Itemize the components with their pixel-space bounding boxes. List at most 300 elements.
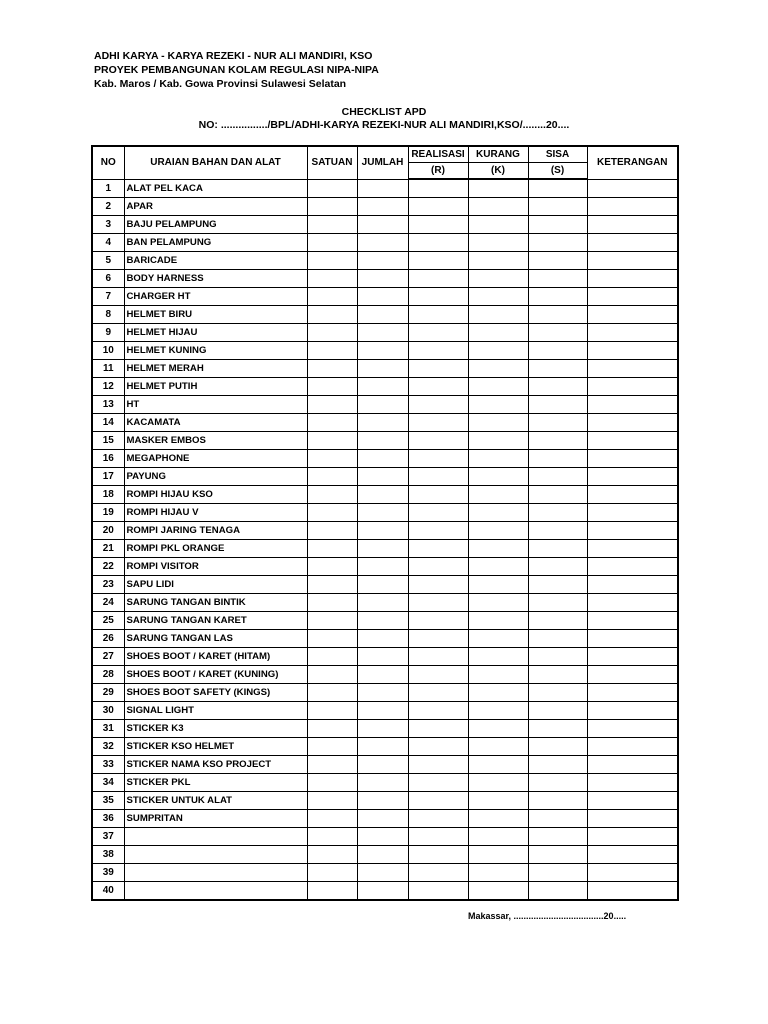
jumlah-cell bbox=[357, 720, 408, 738]
sisa-cell bbox=[528, 576, 587, 594]
jumlah-cell bbox=[357, 378, 408, 396]
row-number: 26 bbox=[92, 630, 124, 648]
item-name: STICKER KSO HELMET bbox=[124, 738, 307, 756]
item-name: SHOES BOOT / KARET (HITAM) bbox=[124, 648, 307, 666]
row-number: 10 bbox=[92, 342, 124, 360]
table-row bbox=[92, 468, 678, 486]
satuan-cell bbox=[307, 846, 357, 864]
sisa-cell bbox=[528, 612, 587, 630]
sisa-cell bbox=[528, 324, 587, 342]
realisasi-cell bbox=[408, 540, 468, 558]
row-number: 23 bbox=[92, 576, 124, 594]
kurang-cell bbox=[468, 882, 528, 901]
keterangan-cell bbox=[587, 774, 678, 792]
kurang-cell bbox=[468, 450, 528, 468]
satuan-cell bbox=[307, 504, 357, 522]
satuan-cell bbox=[307, 594, 357, 612]
jumlah-cell bbox=[357, 504, 408, 522]
col-header-item: URAIAN BAHAN DAN ALAT bbox=[124, 146, 307, 179]
realisasi-cell bbox=[408, 792, 468, 810]
table-row bbox=[92, 666, 678, 684]
table-row bbox=[92, 450, 678, 468]
item-name: ROMPI HIJAU V bbox=[124, 504, 307, 522]
row-number: 31 bbox=[92, 720, 124, 738]
keterangan-cell bbox=[587, 432, 678, 450]
kurang-cell bbox=[468, 630, 528, 648]
item-name: HELMET KUNING bbox=[124, 342, 307, 360]
row-number: 30 bbox=[92, 702, 124, 720]
satuan-cell bbox=[307, 684, 357, 702]
realisasi-cell bbox=[408, 342, 468, 360]
jumlah-cell bbox=[357, 450, 408, 468]
satuan-cell bbox=[307, 612, 357, 630]
satuan-cell bbox=[307, 774, 357, 792]
jumlah-cell bbox=[357, 216, 408, 234]
table-row bbox=[92, 594, 678, 612]
row-number: 40 bbox=[92, 882, 124, 901]
row-number: 38 bbox=[92, 846, 124, 864]
satuan-cell bbox=[307, 270, 357, 288]
keterangan-cell bbox=[587, 666, 678, 684]
keterangan-cell bbox=[587, 684, 678, 702]
keterangan-cell bbox=[587, 234, 678, 252]
realisasi-cell bbox=[408, 864, 468, 882]
row-number: 29 bbox=[92, 684, 124, 702]
satuan-cell bbox=[307, 540, 357, 558]
table-row bbox=[92, 414, 678, 432]
jumlah-cell bbox=[357, 576, 408, 594]
jumlah-cell bbox=[357, 792, 408, 810]
table-row bbox=[92, 792, 678, 810]
satuan-cell bbox=[307, 738, 357, 756]
col-header-no: NO bbox=[92, 146, 124, 179]
table-row bbox=[92, 198, 678, 216]
kurang-cell bbox=[468, 270, 528, 288]
table-row bbox=[92, 828, 678, 846]
satuan-cell bbox=[307, 468, 357, 486]
satuan-cell bbox=[307, 828, 357, 846]
keterangan-cell bbox=[587, 864, 678, 882]
jumlah-cell bbox=[357, 612, 408, 630]
row-number: 14 bbox=[92, 414, 124, 432]
keterangan-cell bbox=[587, 360, 678, 378]
sisa-cell bbox=[528, 288, 587, 306]
sisa-cell bbox=[528, 720, 587, 738]
table-row bbox=[92, 540, 678, 558]
row-number: 17 bbox=[92, 468, 124, 486]
item-name: SARUNG TANGAN BINTIK bbox=[124, 594, 307, 612]
table-row bbox=[92, 216, 678, 234]
document-header bbox=[94, 49, 379, 91]
kurang-cell bbox=[468, 179, 528, 198]
satuan-cell bbox=[307, 558, 357, 576]
satuan-cell bbox=[307, 702, 357, 720]
sisa-cell bbox=[528, 342, 587, 360]
row-number: 6 bbox=[92, 270, 124, 288]
item-name bbox=[124, 846, 307, 864]
table-row bbox=[92, 648, 678, 666]
jumlah-cell bbox=[357, 864, 408, 882]
row-number: 8 bbox=[92, 306, 124, 324]
jumlah-cell bbox=[357, 540, 408, 558]
realisasi-cell bbox=[408, 179, 468, 198]
satuan-cell bbox=[307, 630, 357, 648]
jumlah-cell bbox=[357, 360, 408, 378]
kurang-cell bbox=[468, 432, 528, 450]
keterangan-cell bbox=[587, 342, 678, 360]
jumlah-cell bbox=[357, 468, 408, 486]
sisa-cell bbox=[528, 792, 587, 810]
realisasi-cell bbox=[408, 468, 468, 486]
project-name: PROYEK PEMBANGUNAN KOLAM REGULASI NIPA-NIPA bbox=[94, 64, 379, 76]
jumlah-cell bbox=[357, 414, 408, 432]
item-name bbox=[124, 828, 307, 846]
satuan-cell bbox=[307, 882, 357, 901]
table-row bbox=[92, 738, 678, 756]
col-header-jumlah: JUMLAH bbox=[357, 146, 408, 179]
jumlah-cell bbox=[357, 648, 408, 666]
satuan-cell bbox=[307, 198, 357, 216]
jumlah-cell bbox=[357, 810, 408, 828]
item-name: STICKER UNTUK ALAT bbox=[124, 792, 307, 810]
col-header-sisa-code: (S) bbox=[528, 163, 587, 180]
realisasi-cell bbox=[408, 648, 468, 666]
realisasi-cell bbox=[408, 684, 468, 702]
project-location: Kab. Maros / Kab. Gowa Provinsi Sulawesi Selatan bbox=[94, 78, 347, 90]
sisa-cell bbox=[528, 684, 587, 702]
realisasi-cell bbox=[408, 252, 468, 270]
satuan-cell bbox=[307, 216, 357, 234]
jumlah-cell bbox=[357, 594, 408, 612]
jumlah-cell bbox=[357, 486, 408, 504]
jumlah-cell bbox=[357, 702, 408, 720]
row-number: 21 bbox=[92, 540, 124, 558]
keterangan-cell bbox=[587, 216, 678, 234]
kurang-cell bbox=[468, 216, 528, 234]
col-header-realisasi-code: (R) bbox=[408, 163, 468, 180]
sisa-cell bbox=[528, 179, 587, 198]
row-number: 39 bbox=[92, 864, 124, 882]
realisasi-cell bbox=[408, 414, 468, 432]
keterangan-cell bbox=[587, 252, 678, 270]
table-row bbox=[92, 234, 678, 252]
satuan-cell bbox=[307, 306, 357, 324]
place-date-line: Makassar, ....................................20..... bbox=[468, 911, 627, 921]
table-row bbox=[92, 306, 678, 324]
row-number: 34 bbox=[92, 774, 124, 792]
jumlah-cell bbox=[357, 882, 408, 901]
keterangan-cell bbox=[587, 594, 678, 612]
row-number: 13 bbox=[92, 396, 124, 414]
satuan-cell bbox=[307, 288, 357, 306]
keterangan-cell bbox=[587, 414, 678, 432]
jumlah-cell bbox=[357, 846, 408, 864]
jumlah-cell bbox=[357, 252, 408, 270]
item-name: HELMET MERAH bbox=[124, 360, 307, 378]
keterangan-cell bbox=[587, 828, 678, 846]
table-row bbox=[92, 882, 678, 901]
kurang-cell bbox=[468, 864, 528, 882]
kurang-cell bbox=[468, 684, 528, 702]
realisasi-cell bbox=[408, 828, 468, 846]
row-number: 15 bbox=[92, 432, 124, 450]
row-number: 2 bbox=[92, 198, 124, 216]
item-name: HELMET HIJAU bbox=[124, 324, 307, 342]
table-row bbox=[92, 522, 678, 540]
sisa-cell bbox=[528, 396, 587, 414]
satuan-cell bbox=[307, 486, 357, 504]
kurang-cell bbox=[468, 576, 528, 594]
kurang-cell bbox=[468, 792, 528, 810]
sisa-cell bbox=[528, 774, 587, 792]
satuan-cell bbox=[307, 756, 357, 774]
row-number: 3 bbox=[92, 216, 124, 234]
keterangan-cell bbox=[587, 486, 678, 504]
satuan-cell bbox=[307, 342, 357, 360]
item-name: BARICADE bbox=[124, 252, 307, 270]
item-name bbox=[124, 864, 307, 882]
realisasi-cell bbox=[408, 450, 468, 468]
item-name: ROMPI JARING TENAGA bbox=[124, 522, 307, 540]
realisasi-cell bbox=[408, 198, 468, 216]
sisa-cell bbox=[528, 216, 587, 234]
keterangan-cell bbox=[587, 378, 678, 396]
satuan-cell bbox=[307, 666, 357, 684]
sisa-cell bbox=[528, 432, 587, 450]
row-number: 18 bbox=[92, 486, 124, 504]
sisa-cell bbox=[528, 486, 587, 504]
keterangan-cell bbox=[587, 846, 678, 864]
sisa-cell bbox=[528, 630, 587, 648]
item-name: MASKER EMBOS bbox=[124, 432, 307, 450]
item-name bbox=[124, 882, 307, 901]
keterangan-cell bbox=[587, 504, 678, 522]
row-number: 24 bbox=[92, 594, 124, 612]
row-number: 25 bbox=[92, 612, 124, 630]
realisasi-cell bbox=[408, 630, 468, 648]
sisa-cell bbox=[528, 594, 587, 612]
item-name: SARUNG TANGAN KARET bbox=[124, 612, 307, 630]
keterangan-cell bbox=[587, 882, 678, 901]
keterangan-cell bbox=[587, 306, 678, 324]
kurang-cell bbox=[468, 414, 528, 432]
keterangan-cell bbox=[587, 630, 678, 648]
sisa-cell bbox=[528, 864, 587, 882]
keterangan-cell bbox=[587, 468, 678, 486]
item-name: MEGAPHONE bbox=[124, 450, 307, 468]
kurang-cell bbox=[468, 738, 528, 756]
kurang-cell bbox=[468, 774, 528, 792]
item-name: KACAMATA bbox=[124, 414, 307, 432]
sisa-cell bbox=[528, 378, 587, 396]
kurang-cell bbox=[468, 540, 528, 558]
satuan-cell bbox=[307, 576, 357, 594]
jumlah-cell bbox=[357, 179, 408, 198]
item-name: CHARGER HT bbox=[124, 288, 307, 306]
sisa-cell bbox=[528, 702, 587, 720]
col-header-realisasi: REALISASI bbox=[408, 146, 468, 163]
realisasi-cell bbox=[408, 234, 468, 252]
item-name: APAR bbox=[124, 198, 307, 216]
kurang-cell bbox=[468, 468, 528, 486]
kurang-cell bbox=[468, 288, 528, 306]
realisasi-cell bbox=[408, 774, 468, 792]
realisasi-cell bbox=[408, 810, 468, 828]
keterangan-cell bbox=[587, 396, 678, 414]
sisa-cell bbox=[528, 234, 587, 252]
table-row bbox=[92, 486, 678, 504]
satuan-cell bbox=[307, 378, 357, 396]
jumlah-cell bbox=[357, 666, 408, 684]
realisasi-cell bbox=[408, 288, 468, 306]
row-number: 16 bbox=[92, 450, 124, 468]
item-name: BAN PELAMPUNG bbox=[124, 234, 307, 252]
satuan-cell bbox=[307, 522, 357, 540]
kurang-cell bbox=[468, 648, 528, 666]
satuan-cell bbox=[307, 396, 357, 414]
keterangan-cell bbox=[587, 612, 678, 630]
table-row bbox=[92, 342, 678, 360]
realisasi-cell bbox=[408, 738, 468, 756]
realisasi-cell bbox=[408, 216, 468, 234]
row-number: 19 bbox=[92, 504, 124, 522]
table-row bbox=[92, 774, 678, 792]
realisasi-cell bbox=[408, 612, 468, 630]
company-name: ADHI KARYA - KARYA REZEKI - NUR ALI MANDIRI, KSO bbox=[94, 50, 373, 62]
sisa-cell bbox=[528, 540, 587, 558]
realisasi-cell bbox=[408, 270, 468, 288]
satuan-cell bbox=[307, 234, 357, 252]
sisa-cell bbox=[528, 558, 587, 576]
checklist-title: CHECKLIST APD bbox=[341, 106, 427, 118]
realisasi-cell bbox=[408, 396, 468, 414]
jumlah-cell bbox=[357, 270, 408, 288]
row-number: 33 bbox=[92, 756, 124, 774]
sisa-cell bbox=[528, 648, 587, 666]
table-row bbox=[92, 558, 678, 576]
keterangan-cell bbox=[587, 702, 678, 720]
table-row bbox=[92, 324, 678, 342]
table-row bbox=[92, 810, 678, 828]
keterangan-cell bbox=[587, 540, 678, 558]
kurang-cell bbox=[468, 504, 528, 522]
realisasi-cell bbox=[408, 702, 468, 720]
table-row bbox=[92, 756, 678, 774]
jumlah-cell bbox=[357, 234, 408, 252]
table-row bbox=[92, 702, 678, 720]
satuan-cell bbox=[307, 792, 357, 810]
kurang-cell bbox=[468, 756, 528, 774]
jumlah-cell bbox=[357, 324, 408, 342]
realisasi-cell bbox=[408, 360, 468, 378]
sisa-cell bbox=[528, 306, 587, 324]
sisa-cell bbox=[528, 738, 587, 756]
document-title bbox=[0, 106, 768, 132]
keterangan-cell bbox=[587, 720, 678, 738]
kurang-cell bbox=[468, 720, 528, 738]
keterangan-cell bbox=[587, 522, 678, 540]
realisasi-cell bbox=[408, 522, 468, 540]
item-name: BAJU PELAMPUNG bbox=[124, 216, 307, 234]
kurang-cell bbox=[468, 666, 528, 684]
col-header-kurang-code: (K) bbox=[468, 163, 528, 180]
kurang-cell bbox=[468, 558, 528, 576]
col-header-satuan: SATUAN bbox=[307, 146, 357, 179]
kurang-cell bbox=[468, 234, 528, 252]
item-name: ROMPI HIJAU KSO bbox=[124, 486, 307, 504]
item-name: STICKER PKL bbox=[124, 774, 307, 792]
jumlah-cell bbox=[357, 522, 408, 540]
checklist-table bbox=[91, 145, 679, 901]
realisasi-cell bbox=[408, 558, 468, 576]
jumlah-cell bbox=[357, 432, 408, 450]
table-row bbox=[92, 270, 678, 288]
kurang-cell bbox=[468, 324, 528, 342]
row-number: 9 bbox=[92, 324, 124, 342]
kurang-cell bbox=[468, 396, 528, 414]
keterangan-cell bbox=[587, 450, 678, 468]
sisa-cell bbox=[528, 828, 587, 846]
table-row bbox=[92, 252, 678, 270]
realisasi-cell bbox=[408, 324, 468, 342]
table-row bbox=[92, 720, 678, 738]
item-name: HELMET PUTIH bbox=[124, 378, 307, 396]
row-number: 27 bbox=[92, 648, 124, 666]
sisa-cell bbox=[528, 360, 587, 378]
kurang-cell bbox=[468, 378, 528, 396]
realisasi-cell bbox=[408, 486, 468, 504]
table-row bbox=[92, 576, 678, 594]
jumlah-cell bbox=[357, 306, 408, 324]
keterangan-cell bbox=[587, 288, 678, 306]
satuan-cell bbox=[307, 720, 357, 738]
satuan-cell bbox=[307, 324, 357, 342]
table-row bbox=[92, 179, 678, 198]
row-number: 32 bbox=[92, 738, 124, 756]
realisasi-cell bbox=[408, 756, 468, 774]
sisa-cell bbox=[528, 270, 587, 288]
realisasi-cell bbox=[408, 306, 468, 324]
realisasi-cell bbox=[408, 504, 468, 522]
jumlah-cell bbox=[357, 396, 408, 414]
sisa-cell bbox=[528, 810, 587, 828]
satuan-cell bbox=[307, 432, 357, 450]
kurang-cell bbox=[468, 612, 528, 630]
kurang-cell bbox=[468, 702, 528, 720]
item-name: SUMPRITAN bbox=[124, 810, 307, 828]
satuan-cell bbox=[307, 450, 357, 468]
keterangan-cell bbox=[587, 558, 678, 576]
keterangan-cell bbox=[587, 179, 678, 198]
keterangan-cell bbox=[587, 270, 678, 288]
item-name: STICKER K3 bbox=[124, 720, 307, 738]
keterangan-cell bbox=[587, 324, 678, 342]
col-header-sisa: SISA bbox=[528, 146, 587, 163]
jumlah-cell bbox=[357, 558, 408, 576]
kurang-cell bbox=[468, 252, 528, 270]
jumlah-cell bbox=[357, 756, 408, 774]
table-row bbox=[92, 396, 678, 414]
row-number: 7 bbox=[92, 288, 124, 306]
item-name: SARUNG TANGAN LAS bbox=[124, 630, 307, 648]
realisasi-cell bbox=[408, 846, 468, 864]
row-number: 1 bbox=[92, 179, 124, 198]
realisasi-cell bbox=[408, 720, 468, 738]
table-row bbox=[92, 360, 678, 378]
item-name: ROMPI VISITOR bbox=[124, 558, 307, 576]
jumlah-cell bbox=[357, 630, 408, 648]
table-row bbox=[92, 630, 678, 648]
